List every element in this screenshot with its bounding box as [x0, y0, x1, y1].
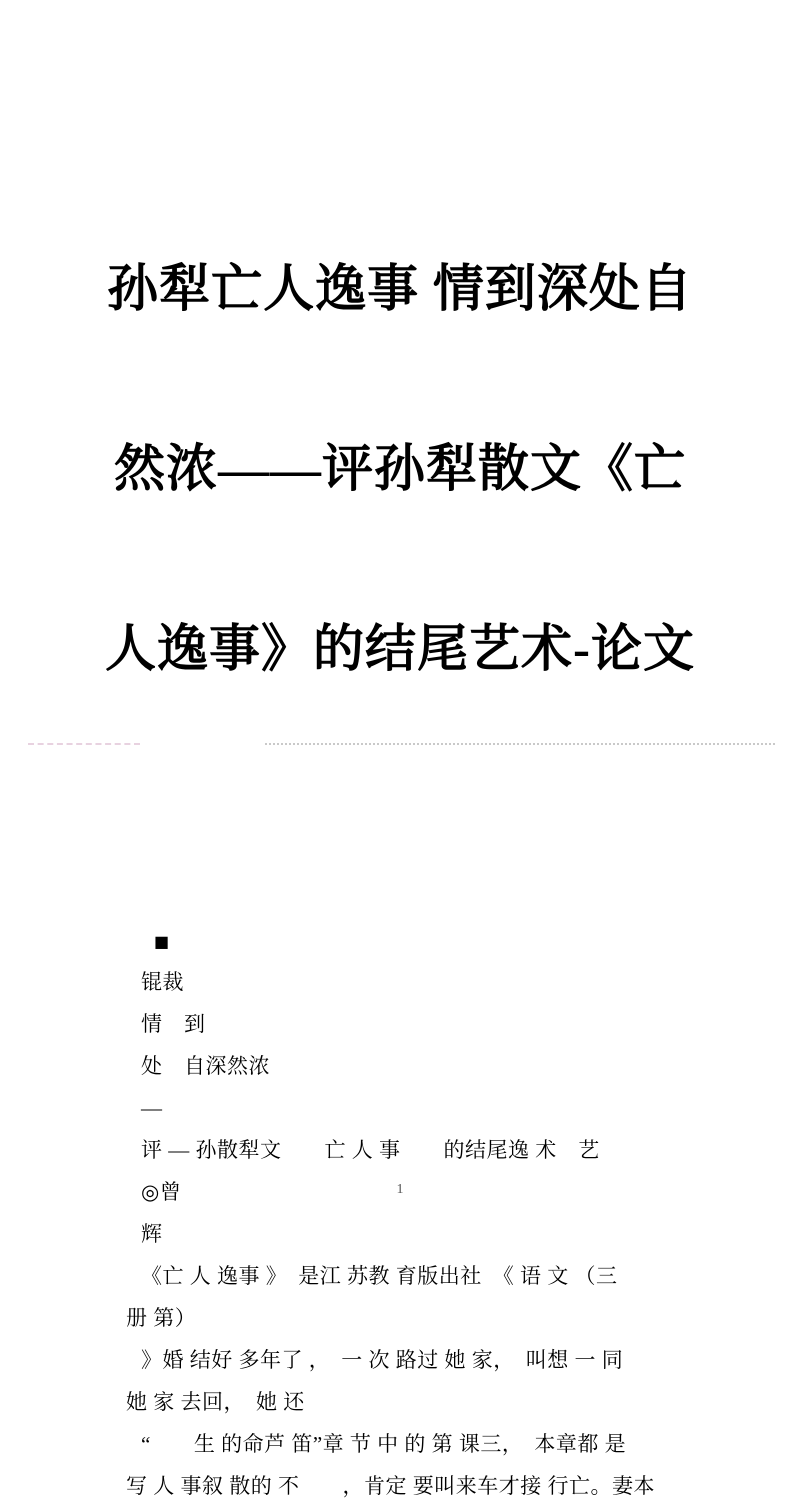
body-line: 《亡 人 逸事 》 是江 苏教 育版出社 《 语 文 （三	[141, 1264, 618, 1288]
bullet-row	[126, 919, 740, 961]
page-number: 1	[396, 1182, 404, 1197]
body-line: 情 到	[141, 1012, 206, 1036]
body-line: 她 家 去回， 她 还	[126, 1390, 305, 1414]
body-line: 锟裁	[141, 970, 184, 994]
body-line: 辉	[141, 1222, 163, 1246]
title-line-3: 人逸事》的结尾艺术-论文	[105, 622, 695, 678]
title-line-2: 然浓——评孙犁散文《亡	[113, 442, 686, 498]
dotted-divider	[0, 743, 800, 745]
document-title	[80, 140, 720, 800]
body-line: ◎曾	[141, 1180, 182, 1204]
body-line: “ 生 的命芦 笛”章 节 中 的 第 课三， 本章都 是	[141, 1432, 627, 1456]
body-line: 评 — 孙散犁文 亡 人 事 的结尾逸 术 艺	[141, 1138, 600, 1162]
divider-left-segment	[28, 743, 140, 745]
title-line-1: 孙犁亡人逸事 情到深处自	[107, 262, 693, 318]
document-page	[0, 140, 800, 1498]
body-line: 册 第）	[126, 1306, 197, 1330]
body-line: 处 自深然浓	[141, 1054, 270, 1078]
body-line: 》婚 结好 多年了 ， 一 次 路过 她 家， 叫想 一 同	[141, 1348, 624, 1372]
divider-right-segment	[265, 743, 775, 745]
document-body	[0, 919, 800, 1507]
body-line: 写 人 事叙 散的 不 ，肯定 要叫来车才接 行亡。妻本	[126, 1474, 655, 1498]
square-bullet-icon: ■	[154, 932, 170, 951]
body-line: —	[141, 1096, 163, 1120]
